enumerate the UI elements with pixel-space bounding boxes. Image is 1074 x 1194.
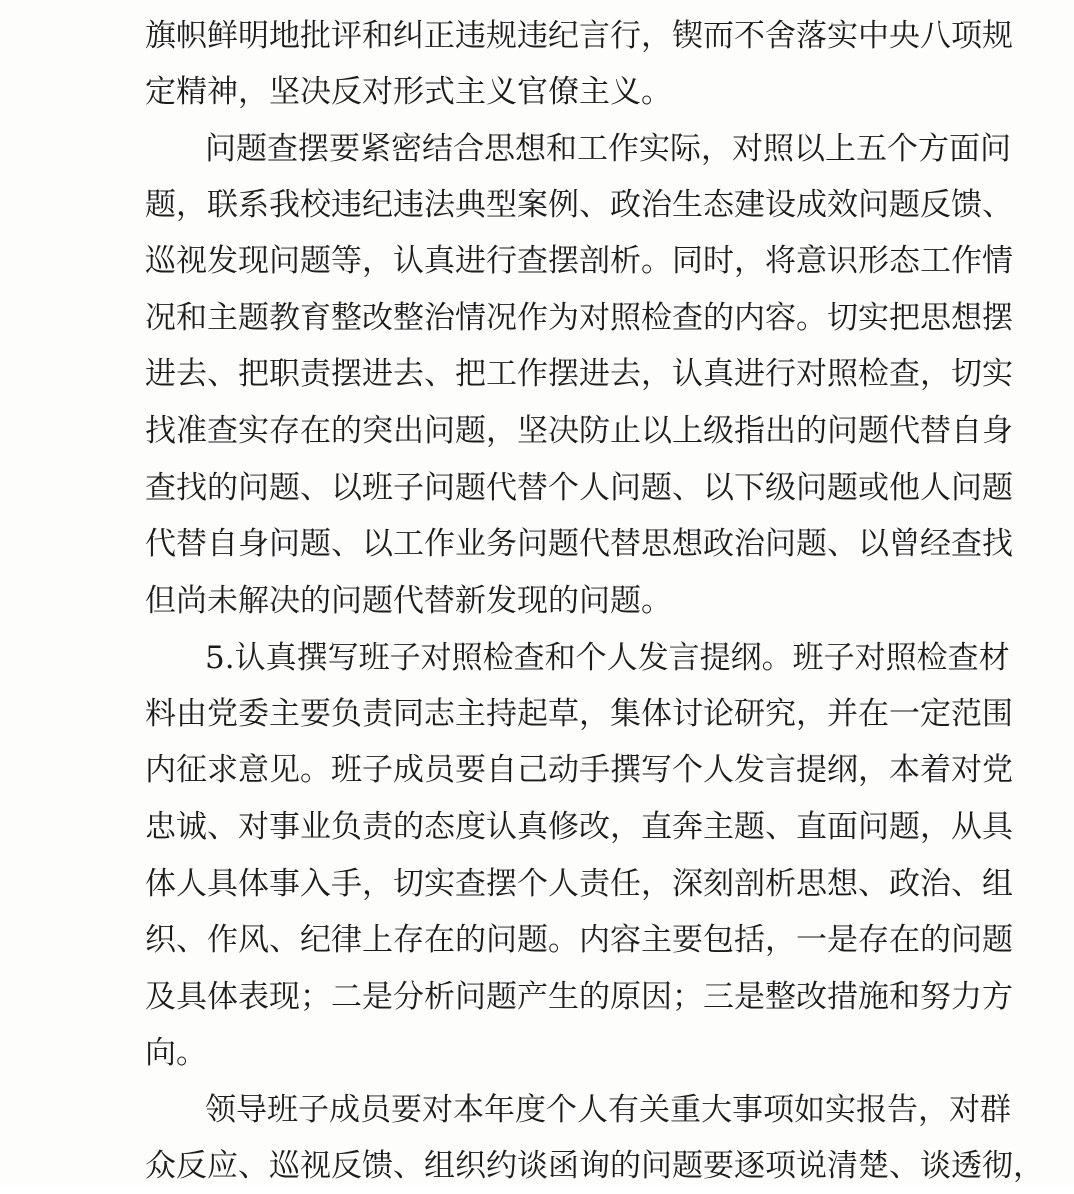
text-line: 料由党委主要负责同志主持起草，集体讨论研究，并在一定范围 [145, 696, 1013, 732]
text-line: 但尚未解决的问题代替新发现的问题。 [145, 583, 672, 619]
text-line: 定精神，坚决反对形式主义官僚主义。 [145, 74, 672, 110]
text-line: 旗帜鲜明地批评和纠正违规违纪言行，锲而不舍落实中央八项规 [145, 18, 1013, 54]
text-line: 内征求意见。班子成员要自己动手撰写个人发言提纲，本着对党 [145, 752, 1013, 788]
text-line: 忠诚、对事业负责的态度认真修改，直奔主题、直面问题，从具 [145, 809, 1013, 845]
text-line: 体人具体事入手，切实查摆个人责任，深刻剖析思想、政治、组 [145, 866, 1013, 902]
text-line: 题，联系我校违纪违法典型案例、政治生态建设成效问题反馈、 [145, 187, 1013, 223]
text-line: 找准查实存在的突出问题，坚决防止以上级指出的问题代替自身 [145, 413, 1013, 449]
text-line: 代替自身问题、以工作业务问题代替思想政治问题、以曾经查找 [145, 526, 1013, 562]
text-line: 进去、把职责摆进去、把工作摆进去，认真进行对照检查，切实 [145, 356, 1013, 392]
section-heading-line: 5.认真撰写班子对照检查和个人发言提纲。班子对照检查材 [205, 640, 1010, 676]
text-line: 巡视发现问题等，认真进行查摆剖析。同时，将意识形态工作情 [145, 243, 1013, 279]
text-line: 查找的问题、以班子问题代替个人问题、以下级问题或他人问题 [145, 470, 1013, 506]
text-line: 向。 [145, 1035, 207, 1071]
text-line: 众反应、巡视反馈、组织约谈函询的问题要逐项说清楚、谈透彻， [145, 1148, 1044, 1184]
text-line: 况和主题教育整改整治情况作为对照检查的内容。切实把思想摆 [145, 300, 1013, 336]
text-line: 织、作风、纪律上存在的问题。内容主要包括，一是存在的问题 [145, 922, 1013, 958]
paragraph-start-line: 问题查摆要紧密结合思想和工作实际，对照以上五个方面问 [205, 131, 1011, 167]
paragraph-start-line: 领导班子成员要对本年度个人有关重大事项如实报告，对群 [205, 1092, 1011, 1128]
text-line: 及具体表现；二是分析问题产生的原因；三是整改措施和努力方 [145, 979, 1013, 1015]
